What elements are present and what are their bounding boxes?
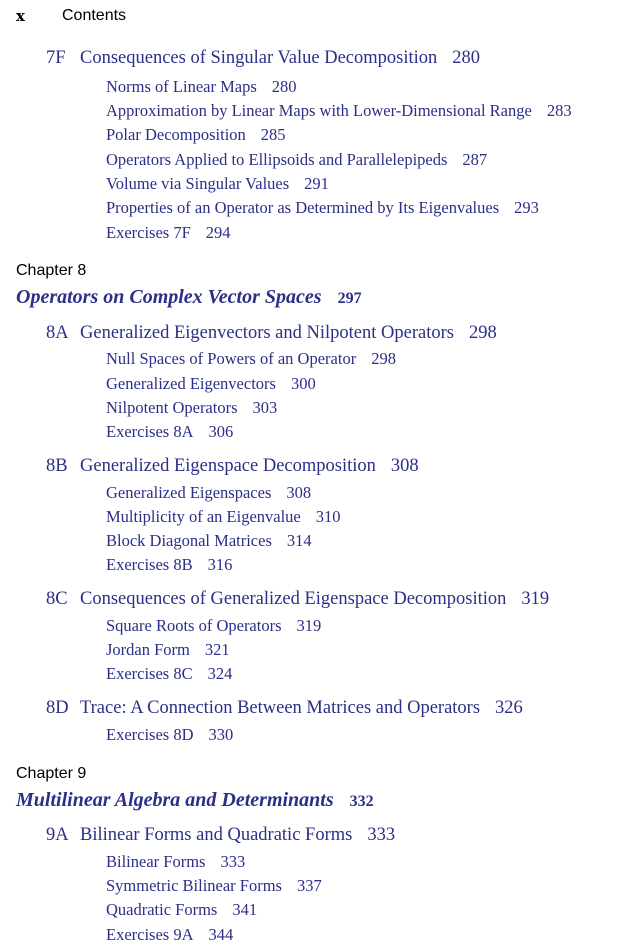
toc-subsection-entry <box>106 125 286 145</box>
toc-subsection-entry <box>106 398 277 418</box>
page-number: 310 <box>315 507 341 526</box>
section-code: 8A <box>46 323 69 343</box>
toc-subsection-entry <box>106 900 257 920</box>
subsection-title: Exercises 9A <box>106 925 194 944</box>
chapter-title <box>16 789 374 812</box>
page-number: 319 <box>296 616 322 635</box>
subsection-title: Operators Applied to Ellipsoids and Parallelepipeds <box>106 150 448 169</box>
page-number: 341 <box>232 900 258 919</box>
page-number: 280 <box>452 48 481 68</box>
page-number: 291 <box>304 174 329 193</box>
chapter-title-text: Operators on Complex Vector Spaces <box>16 286 322 308</box>
subsection-title: Properties of an Operator as Determined by Its Eigenvalues <box>106 198 500 217</box>
page-number: 314 <box>286 531 312 550</box>
section-title: Bilinear Forms and Quadratic Forms <box>80 825 353 845</box>
chapter-label: Chapter 9 <box>16 765 87 782</box>
chapter-title-text: Multilinear Algebra and Determinants <box>16 789 334 811</box>
toc-subsection-entry <box>106 150 487 170</box>
section-title: Trace: A Connection Between Matrices and Operators <box>80 698 481 718</box>
section-code: 9A <box>46 825 69 845</box>
chapter-page-number: 332 <box>349 793 374 810</box>
page-number: 293 <box>514 198 539 217</box>
subsection-title: Multiplicity of an Eigenvalue <box>106 507 301 526</box>
page-number: 298 <box>371 349 396 368</box>
page-number: 330 <box>208 725 234 744</box>
section-code: 7F <box>46 48 66 68</box>
toc-subsection-entry <box>106 876 322 896</box>
page-number: 324 <box>207 664 233 683</box>
toc-subsection-entry <box>106 531 312 551</box>
toc-subsection-entry <box>106 349 396 369</box>
toc-section-entry <box>46 456 419 477</box>
chapter-label: Chapter 8 <box>16 262 87 279</box>
subsection-title: Symmetric Bilinear Forms <box>106 876 282 895</box>
section-title: Generalized Eigenvectors and Nilpotent Operators <box>80 323 454 343</box>
subsection-title: Nilpotent Operators <box>106 398 238 417</box>
toc-subsection-entry <box>106 555 232 575</box>
toc-subsection-entry <box>106 77 297 97</box>
section-title: Generalized Eigenspace Decomposition <box>80 456 376 476</box>
toc-subsection-entry <box>106 223 231 243</box>
subsection-title: Quadratic Forms <box>106 900 218 919</box>
page-number: 306 <box>208 422 234 441</box>
page-number: 326 <box>495 698 523 718</box>
page-number: 308 <box>390 456 419 476</box>
toc-section-entry <box>46 825 395 846</box>
subsection-title: Polar Decomposition <box>106 125 246 144</box>
page-number: 300 <box>290 374 316 393</box>
subsection-title: Bilinear Forms <box>106 852 206 871</box>
toc-subsection-entry <box>106 483 311 503</box>
subsection-title: Norms of Linear Maps <box>106 77 257 96</box>
toc-subsection-entry <box>106 198 539 218</box>
page-number: 344 <box>208 925 234 944</box>
subsection-title: Jordan Form <box>106 640 190 659</box>
toc-subsection-entry <box>106 925 233 945</box>
page-number: 280 <box>271 77 297 96</box>
section-code: 8B <box>46 456 68 476</box>
toc-section-entry <box>46 589 549 610</box>
toc-subsection-entry <box>106 852 245 872</box>
section-title: Consequences of Singular Value Decomposition <box>80 48 438 68</box>
toc-subsection-entry <box>106 374 316 394</box>
toc-subsection-entry <box>106 664 232 684</box>
section-code: 8D <box>46 698 69 718</box>
page-number: 337 <box>296 876 322 895</box>
section-code: 8C <box>46 589 68 609</box>
page-number: 308 <box>286 483 312 502</box>
page-number: 294 <box>205 223 231 242</box>
page-number: 319 <box>521 589 550 609</box>
page-number: 333 <box>367 825 396 845</box>
toc-subsection-entry <box>106 616 321 636</box>
page-number: x <box>16 7 25 25</box>
chapter-title <box>16 286 362 309</box>
page-number: 285 <box>260 125 286 144</box>
subsection-title: Generalized Eigenspaces <box>106 483 272 502</box>
toc-subsection-entry <box>106 725 233 745</box>
subsection-title: Exercises 8B <box>106 555 193 574</box>
toc-section-entry <box>46 323 497 344</box>
subsection-title: Exercises 8A <box>106 422 194 441</box>
page-number: 333 <box>220 852 246 871</box>
subsection-title: Approximation by Linear Maps with Lower-Dimensional Range <box>106 101 532 120</box>
chapter-page-number: 297 <box>337 290 362 307</box>
subsection-title: Exercises 7F <box>106 223 191 242</box>
subsection-title: Square Roots of Operators <box>106 616 282 635</box>
toc-section-entry <box>46 698 523 719</box>
page-number: 303 <box>252 398 278 417</box>
toc-subsection-entry <box>106 507 341 527</box>
page-number: 287 <box>462 150 488 169</box>
page-number: 283 <box>546 101 572 120</box>
toc-subsection-entry <box>106 101 572 121</box>
running-title: Contents <box>62 7 127 24</box>
page-number: 298 <box>468 323 497 343</box>
toc-section-entry <box>46 48 480 69</box>
toc-subsection-entry <box>106 174 329 194</box>
subsection-title: Exercises 8C <box>106 664 193 683</box>
subsection-title: Volume via Singular Values <box>106 174 290 193</box>
page-number: 316 <box>207 555 233 574</box>
subsection-title: Block Diagonal Matrices <box>106 531 272 550</box>
toc-subsection-entry <box>106 422 233 442</box>
toc-subsection-entry <box>106 640 230 660</box>
subsection-title: Generalized Eigenvectors <box>106 374 276 393</box>
page-number: 321 <box>204 640 230 659</box>
subsection-title: Exercises 8D <box>106 725 194 744</box>
subsection-title: Null Spaces of Powers of an Operator <box>106 349 357 368</box>
section-title: Consequences of Generalized Eigenspace Decomposition <box>80 589 507 609</box>
